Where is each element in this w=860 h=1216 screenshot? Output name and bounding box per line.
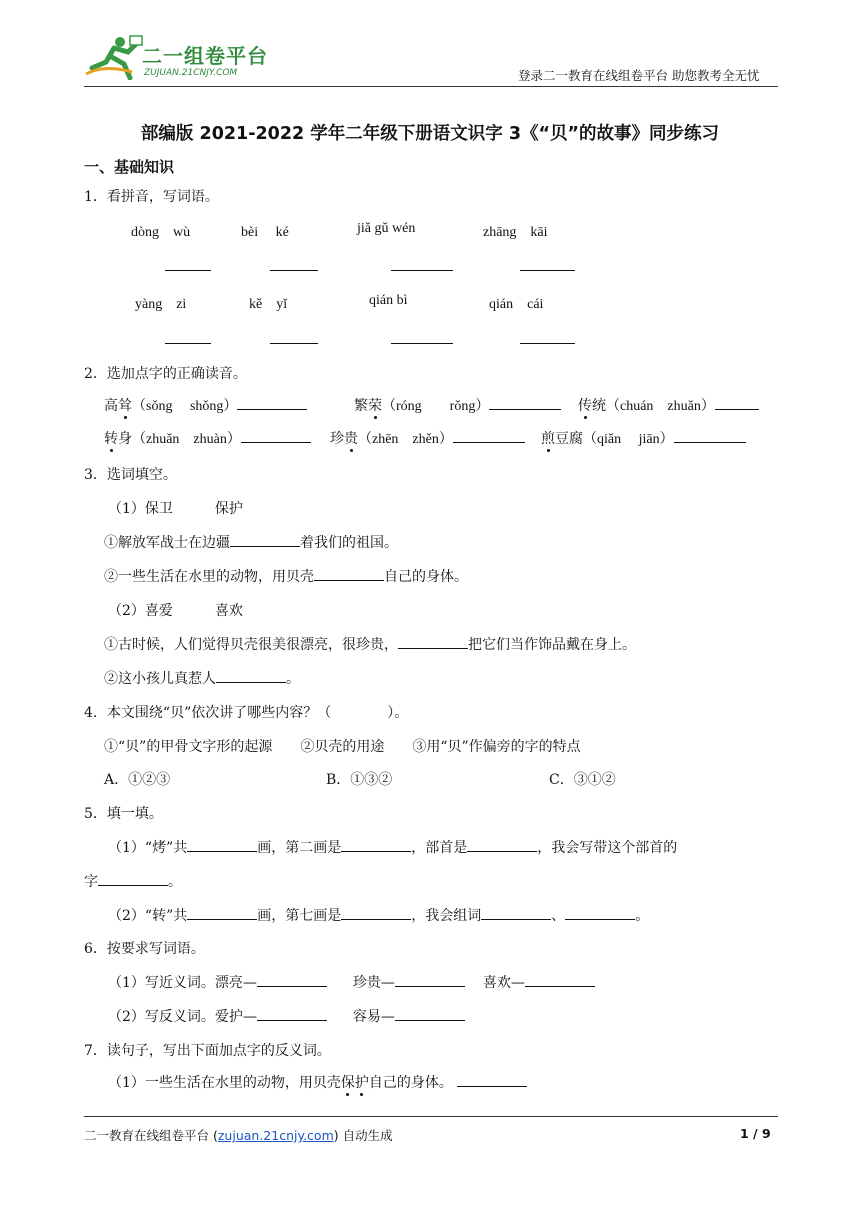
logo-url: ZUJUAN.21CNJY.COM xyxy=(144,68,238,78)
fill-line-3 xyxy=(108,905,649,925)
answer-blank[interactable] xyxy=(237,395,307,410)
option-c[interactable]: C．③①② xyxy=(549,772,616,788)
text: ) 自动生成 xyxy=(333,1128,393,1143)
dotted-char: 保 xyxy=(340,1075,355,1091)
answer-blank[interactable] xyxy=(241,428,311,443)
pinyin-8: qián cái xyxy=(489,297,544,312)
answer-blank[interactable] xyxy=(395,972,465,987)
logo xyxy=(84,32,284,82)
answer-blank[interactable] xyxy=(98,871,168,886)
answer-blank[interactable] xyxy=(565,905,635,920)
text: 珍 xyxy=(330,431,344,447)
question-1-stem: 1．看拼音，写词语。 xyxy=(84,189,219,205)
option-a[interactable]: A．①②③ xyxy=(104,772,171,788)
word-group-1: （1）保卫 保护 xyxy=(108,501,243,517)
text: ②一些生活在水里的动物，用贝壳 xyxy=(104,569,314,585)
text: （2）“转”共 xyxy=(108,908,188,924)
reading-item-1 xyxy=(104,395,307,415)
answer-blank[interactable] xyxy=(314,566,384,581)
answer-blank[interactable] xyxy=(257,1006,327,1021)
answer-blank[interactable] xyxy=(520,343,575,344)
header-slogan: 登录二一教育在线组卷平台 助您教考全无忧 xyxy=(518,68,760,83)
text: （1）“烤”共 xyxy=(108,840,188,856)
answer-blank[interactable] xyxy=(187,837,257,852)
pinyin-3: jiǎ gǔ wén xyxy=(357,221,416,236)
page-title: 部编版 2021-2022 学年二年级下册语文识字 3《“贝”的故事》同步练习 xyxy=(140,124,720,144)
section-heading: 一、基础知识 xyxy=(84,158,175,176)
text: 。 xyxy=(635,908,650,924)
text: 二一教育在线组卷平台 ( xyxy=(84,1128,218,1143)
dotted-char: 耸 xyxy=(118,398,132,414)
answer-blank[interactable] xyxy=(525,972,595,987)
running-figure-logo-icon xyxy=(84,34,144,80)
question-2-stem: 2．选加点字的正确读音。 xyxy=(84,366,247,382)
pinyin-6: kě yǐ xyxy=(249,297,288,312)
text: 画，第七画是 xyxy=(257,908,342,924)
text: （róng rǒng） xyxy=(382,399,490,414)
answer-blank[interactable] xyxy=(270,343,318,344)
text: 繁 xyxy=(354,398,368,414)
text: 珍贵— xyxy=(352,975,395,991)
text: （zhēn zhěn） xyxy=(358,432,453,447)
reading-item-2 xyxy=(354,395,561,415)
answer-blank[interactable] xyxy=(165,270,211,271)
answer-blank[interactable] xyxy=(257,972,327,987)
text: 。 xyxy=(286,671,300,687)
text: （1）一些生活在水里的动物，用贝壳 xyxy=(108,1075,341,1091)
text: 、 xyxy=(551,908,566,924)
answer-blank[interactable] xyxy=(457,1072,527,1087)
question-5-stem: 5．填一填。 xyxy=(84,806,163,822)
answer-blank[interactable] xyxy=(165,343,211,344)
answer-blank[interactable] xyxy=(216,668,286,683)
page-number: 1 / 9 xyxy=(740,1126,771,1141)
text: 。 xyxy=(168,874,182,890)
sentence-2b xyxy=(104,668,300,688)
text: 画，第二画是 xyxy=(257,840,342,856)
pinyin-4: zhāng kāi xyxy=(483,225,548,240)
text: 自己的身体。 xyxy=(368,1075,453,1091)
sentence-7-1 xyxy=(108,1072,527,1092)
text: ，我会写带这个部首的 xyxy=(537,840,678,856)
synonym-line xyxy=(108,972,595,992)
answer-blank[interactable] xyxy=(341,837,411,852)
logo-text: 二一组卷平台 xyxy=(142,44,268,68)
dotted-char: 贵 xyxy=(344,431,358,447)
footer-link[interactable]: zujuan.21cnjy.com xyxy=(217,1128,334,1143)
footer-divider xyxy=(84,1116,778,1117)
text: （sǒng shǒng） xyxy=(132,399,238,414)
answer-blank[interactable] xyxy=(270,270,318,271)
text: ①解放军战士在边疆 xyxy=(104,535,230,551)
answer-blank[interactable] xyxy=(520,270,575,271)
question-7-stem: 7．读句子，写出下面加点字的反义词。 xyxy=(84,1043,331,1059)
text: ，我会组词 xyxy=(411,908,482,924)
answer-blank[interactable] xyxy=(230,532,300,547)
reading-item-5 xyxy=(330,428,525,448)
sentence-2a xyxy=(104,634,636,654)
text: 喜欢— xyxy=(482,975,525,991)
reading-item-4 xyxy=(104,428,311,448)
text: ，部首是 xyxy=(411,840,468,856)
answer-blank[interactable] xyxy=(391,343,453,344)
answer-blank[interactable] xyxy=(453,428,525,443)
answer-blank[interactable] xyxy=(395,1006,465,1021)
antonym-line xyxy=(108,1006,465,1026)
text: 高 xyxy=(104,398,118,414)
text: ②这小孩儿真惹人 xyxy=(104,671,216,687)
header-divider xyxy=(84,86,778,87)
word-group-2: （2）喜爱 喜欢 xyxy=(108,603,243,619)
text: （1）写近义词。漂亮— xyxy=(108,975,257,991)
question-3-stem: 3．选词填空。 xyxy=(84,467,177,483)
answer-blank[interactable] xyxy=(715,395,759,410)
dotted-char: 传 xyxy=(578,398,592,414)
answer-blank[interactable] xyxy=(341,905,411,920)
answer-blank[interactable] xyxy=(481,905,551,920)
pinyin-1: dòng wù xyxy=(131,225,191,240)
text: 容易— xyxy=(352,1009,395,1025)
answer-blank[interactable] xyxy=(187,905,257,920)
text: ①古时候，人们觉得贝壳很美很漂亮，很珍贵， xyxy=(104,637,398,653)
pinyin-2: bèi ké xyxy=(241,225,289,240)
text: 统（chuán zhuǎn） xyxy=(592,399,715,414)
fill-line-2 xyxy=(84,871,182,891)
dotted-char: 煎 xyxy=(541,431,555,447)
answer-blank[interactable] xyxy=(398,634,468,649)
text: （2）写反义词。爱护— xyxy=(108,1009,257,1025)
text: 身（zhuǎn zhuàn） xyxy=(118,432,241,447)
dotted-char: 转 xyxy=(104,431,118,447)
reading-item-6 xyxy=(541,428,746,448)
option-b[interactable]: B．①③② xyxy=(326,772,393,788)
text: 着我们的祖国。 xyxy=(300,535,398,551)
text: 字 xyxy=(84,874,98,890)
question-4-items: ①“贝”的甲骨文字形的起源 ②贝壳的用途 ③用“贝”作偏旁的字的特点 xyxy=(104,739,581,755)
answer-blank[interactable] xyxy=(489,395,561,410)
sentence-1b xyxy=(104,566,468,586)
answer-blank[interactable] xyxy=(674,428,746,443)
dotted-char: 护 xyxy=(354,1075,369,1091)
question-4-stem: 4．本文围绕“贝”依次讲了哪些内容？（ ）。 xyxy=(84,705,409,721)
footer-source xyxy=(84,1126,393,1144)
sentence-1a xyxy=(104,532,398,552)
fill-line-1 xyxy=(108,837,677,857)
reading-item-3 xyxy=(578,395,759,415)
question-6-stem: 6．按要求写词语。 xyxy=(84,941,205,957)
answer-blank[interactable] xyxy=(467,837,537,852)
pinyin-7: qián bì xyxy=(369,293,408,308)
text: 把它们当作饰品戴在身上。 xyxy=(468,637,636,653)
dotted-char: 荣 xyxy=(368,398,382,414)
text: 豆腐（qiǎn jiān） xyxy=(555,432,674,447)
pinyin-5: yàng zi xyxy=(135,297,187,312)
answer-blank[interactable] xyxy=(391,270,453,271)
text: 自己的身体。 xyxy=(384,569,468,585)
